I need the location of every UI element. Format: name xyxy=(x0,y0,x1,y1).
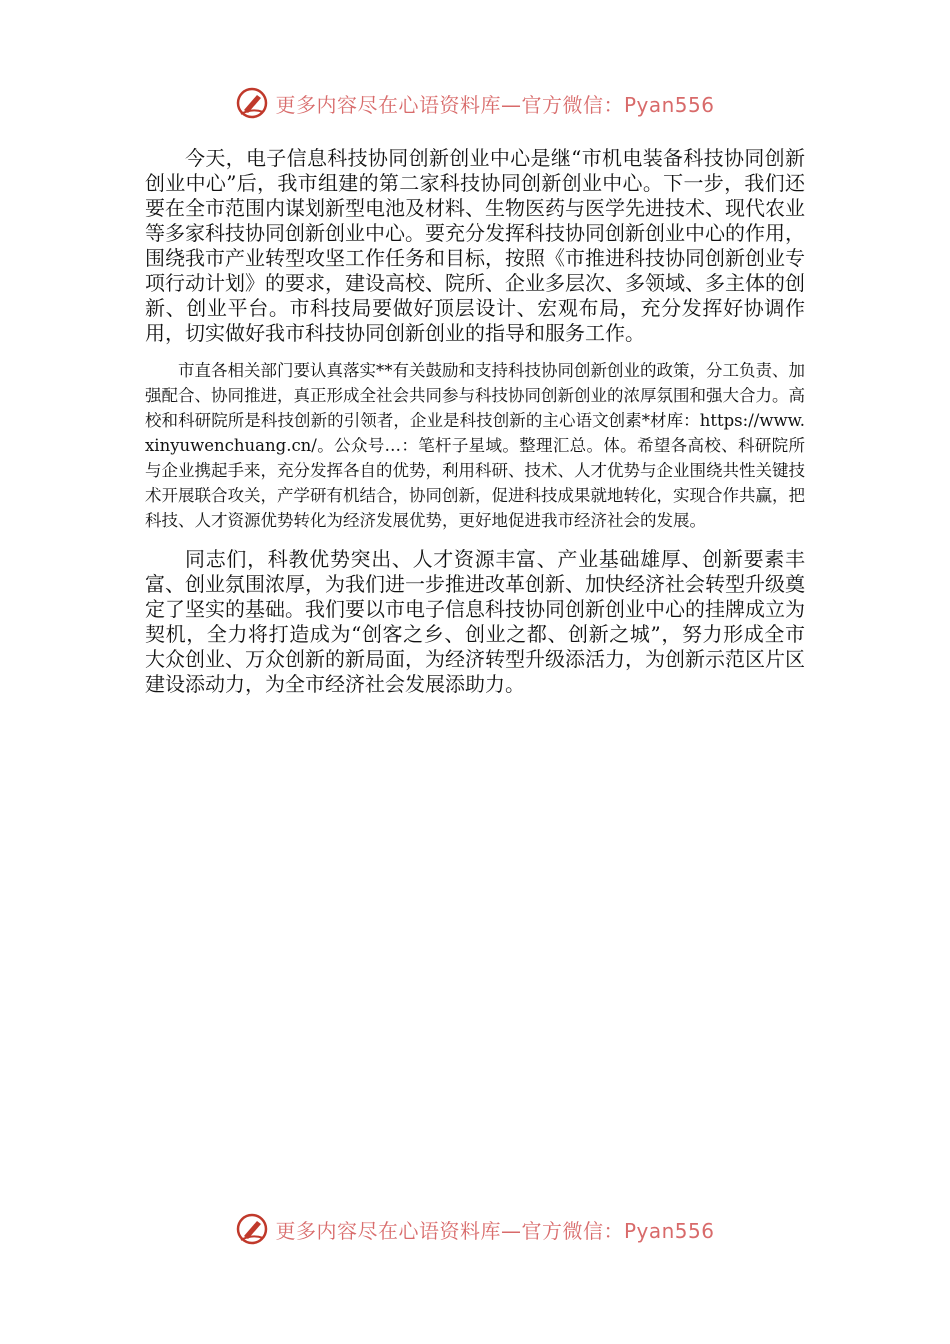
document-body xyxy=(145,146,805,697)
paragraph-1: 今天，电子信息科技协同创新创业中心是继“市机电装备科技协同创新创业中心”后，我市组建的第二家科技协同创新创业中心。下一步，我们还要在全市范围内谋划新型电池及材料、生物医药与医学先进技术、现代农业等多家科技协同创新创业中心。要充分发挥科技协同创新创业中心的作用，围绕我市产业转型攻坚工作任务和目标，按照《市推进科技协同创新创业专项行动计划》的要求，建设高校、院所、企业多层次、多领域、多主体的创新、创业平台。市科技局要做好顶层设计、宏观布局，充分发挥好协调作用，切实做好我市科技协同创新创业的指导和服务工作。 xyxy=(145,146,805,345)
paragraph-2: 市直各相关部门要认真落实**有关鼓励和支持科技协同创新创业的政策，分工负责、加强配合、协同推进，真正形成全社会共同参与科技协同创新创业的浓厚氛围和强大合力。高校和科研院所是科技创新的引领者，企业是科技创新的主心语文创素*材库：https://www.xinyuwenchuang.cn/。公众号…：笔杆子星域。整理汇总。体。希望各高校、科研院所与企业携起手来，充分发挥各自的优势，利用科研、技术、人才优势与企业围绕共性关键技术开展联合攻关，产学研有机结合，协同创新，促进科技成果就地转化，实现合作共赢，把科技、人才资源优势转化为经济发展优势，更好地促进我市经济社会的发展。 xyxy=(145,361,805,530)
header-watermark xyxy=(0,86,950,120)
watermark-text: 更多内容尽在心语资料库—官方微信：Pyan556 xyxy=(275,1218,715,1243)
paragraph-3: 同志们，科教优势突出、人才资源丰富、产业基础雄厚、创新要素丰富、创业氛围浓厚，为我们进一步推进改革创新、加快经济社会转型升级奠定了坚实的基础。我们要以市电子信息科技协同创新创业中心的挂牌成立为契机，全力将打造成为“创客之乡、创业之都、创新之城”，努力形成全市大众创业、万众创新的新局面，为经济转型升级添活力，为创新示范区片区建设添动力，为全市经济社会发展添助力。 xyxy=(145,547,805,696)
watermark-text: 更多内容尽在心语资料库—官方微信：Pyan556 xyxy=(275,92,715,117)
seal-logo-icon xyxy=(235,1212,269,1246)
seal-logo-icon xyxy=(235,86,269,120)
footer-watermark xyxy=(0,1212,950,1246)
